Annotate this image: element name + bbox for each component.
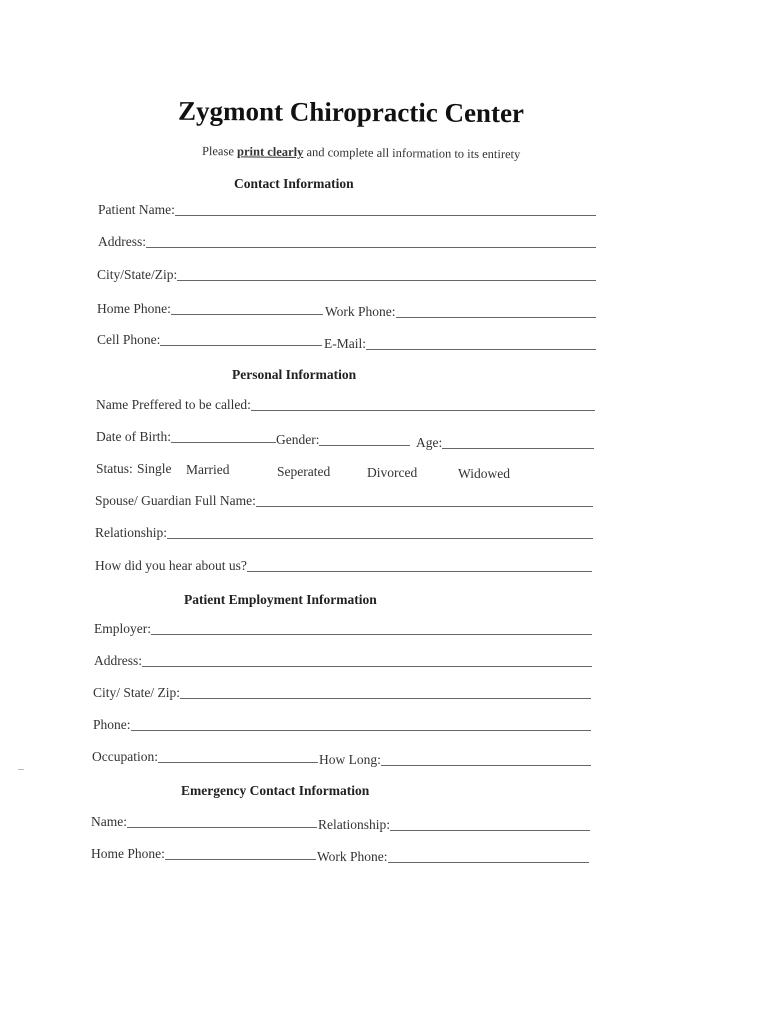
status-option-seperated[interactable]: Seperated	[277, 464, 331, 479]
heard-about-label: How did you hear about us?	[95, 558, 247, 573]
field-address	[98, 233, 596, 250]
field-employer-city-state-zip	[93, 684, 591, 701]
employer-city-state-zip-label: City/ State/ Zip:	[93, 685, 180, 700]
city-state-zip-input[interactable]	[177, 266, 596, 281]
section-heading-emergency: Emergency Contact Information	[181, 783, 370, 798]
patient-name-input[interactable]	[175, 201, 596, 216]
emergency-home-phone-input[interactable]	[165, 845, 316, 860]
gender-input[interactable]	[319, 431, 410, 446]
instruction-prefix: Please	[201, 144, 235, 159]
employer-phone-label: Phone:	[93, 717, 131, 732]
form-instructions	[202, 144, 520, 162]
email-label: E-Mail:	[324, 336, 366, 351]
home-phone-input[interactable]	[171, 300, 323, 315]
field-relationship	[95, 524, 593, 541]
preferred-name-input[interactable]	[251, 396, 595, 411]
cell-phone-input[interactable]	[160, 331, 322, 346]
field-patient-name	[98, 201, 596, 218]
instruction-suffix: and complete all information to its entirety	[306, 145, 521, 162]
status-option-married[interactable]: Married	[186, 462, 230, 477]
age-input[interactable]	[442, 434, 594, 449]
field-dob	[96, 428, 276, 445]
field-emergency-home-phone	[91, 845, 316, 862]
section-heading-personal: Personal Information	[232, 367, 357, 382]
field-employer	[94, 620, 592, 637]
how-long-label: How Long:	[319, 752, 381, 767]
city-state-zip-label: City/State/Zip:	[97, 267, 178, 282]
employer-input[interactable]	[151, 620, 592, 635]
emergency-relationship-input[interactable]	[390, 816, 590, 831]
field-spouse-guardian	[95, 492, 593, 509]
occupation-label: Occupation:	[92, 749, 158, 764]
field-work-phone	[325, 303, 596, 320]
spouse-guardian-input[interactable]	[256, 492, 593, 507]
dob-input[interactable]	[171, 428, 276, 443]
address-input[interactable]	[146, 233, 596, 248]
status-option-widowed[interactable]: Widowed	[458, 466, 510, 481]
field-employer-phone	[93, 716, 591, 733]
spouse-guardian-label: Spouse/ Guardian Full Name:	[95, 493, 256, 508]
field-emergency-name	[91, 813, 317, 830]
field-emergency-relationship	[318, 816, 590, 833]
employer-city-state-zip-input[interactable]	[180, 684, 591, 699]
employer-address-label: Address:	[94, 653, 142, 668]
field-occupation	[92, 748, 318, 765]
employer-address-input[interactable]	[142, 652, 592, 667]
field-preferred-name	[96, 396, 595, 413]
emergency-name-label: Name:	[91, 814, 127, 829]
emergency-home-phone-label: Home Phone:	[91, 846, 165, 861]
field-how-long	[319, 751, 591, 768]
emergency-relationship-label: Relationship:	[318, 817, 390, 832]
patient-name-label: Patient Name:	[98, 202, 175, 217]
status-option-single[interactable]: Single	[137, 461, 172, 476]
age-label: Age:	[416, 435, 443, 450]
relationship-input[interactable]	[167, 524, 593, 539]
emergency-work-phone-label: Work Phone:	[317, 849, 388, 864]
field-employer-address	[94, 652, 592, 669]
scan-speck	[18, 769, 24, 770]
heard-about-input[interactable]	[247, 557, 592, 572]
how-long-input[interactable]	[381, 751, 591, 766]
section-heading-employment: Patient Employment Information	[184, 592, 377, 607]
relationship-label: Relationship:	[95, 525, 167, 540]
status-label: Status:	[96, 461, 133, 476]
dob-label: Date of Birth:	[96, 429, 171, 444]
field-city-state-zip	[97, 266, 596, 283]
section-heading-contact: Contact Information	[234, 176, 354, 191]
instruction-emphasis: print clearly	[236, 144, 304, 160]
home-phone-label: Home Phone:	[97, 301, 171, 316]
field-gender	[276, 431, 410, 448]
work-phone-input[interactable]	[396, 303, 596, 318]
emergency-work-phone-input[interactable]	[388, 848, 589, 863]
field-home-phone	[97, 300, 323, 317]
gender-label: Gender:	[276, 432, 320, 447]
work-phone-label: Work Phone:	[325, 304, 396, 319]
address-label: Address:	[98, 234, 146, 249]
field-age	[416, 434, 594, 451]
field-cell-phone	[97, 331, 322, 348]
cell-phone-label: Cell Phone:	[97, 332, 161, 347]
field-emergency-work-phone	[317, 848, 589, 865]
field-heard-about	[95, 557, 592, 574]
employer-label: Employer:	[94, 621, 151, 636]
email-input[interactable]	[366, 335, 596, 350]
form-title: Zygmont Chiropractic Center	[177, 95, 525, 129]
field-email	[324, 335, 596, 352]
employer-phone-input[interactable]	[131, 716, 591, 731]
occupation-input[interactable]	[158, 748, 318, 763]
preferred-name-label: Name Preffered to be called:	[96, 397, 251, 412]
status-option-divorced[interactable]: Divorced	[367, 465, 418, 480]
emergency-name-input[interactable]	[127, 813, 317, 828]
